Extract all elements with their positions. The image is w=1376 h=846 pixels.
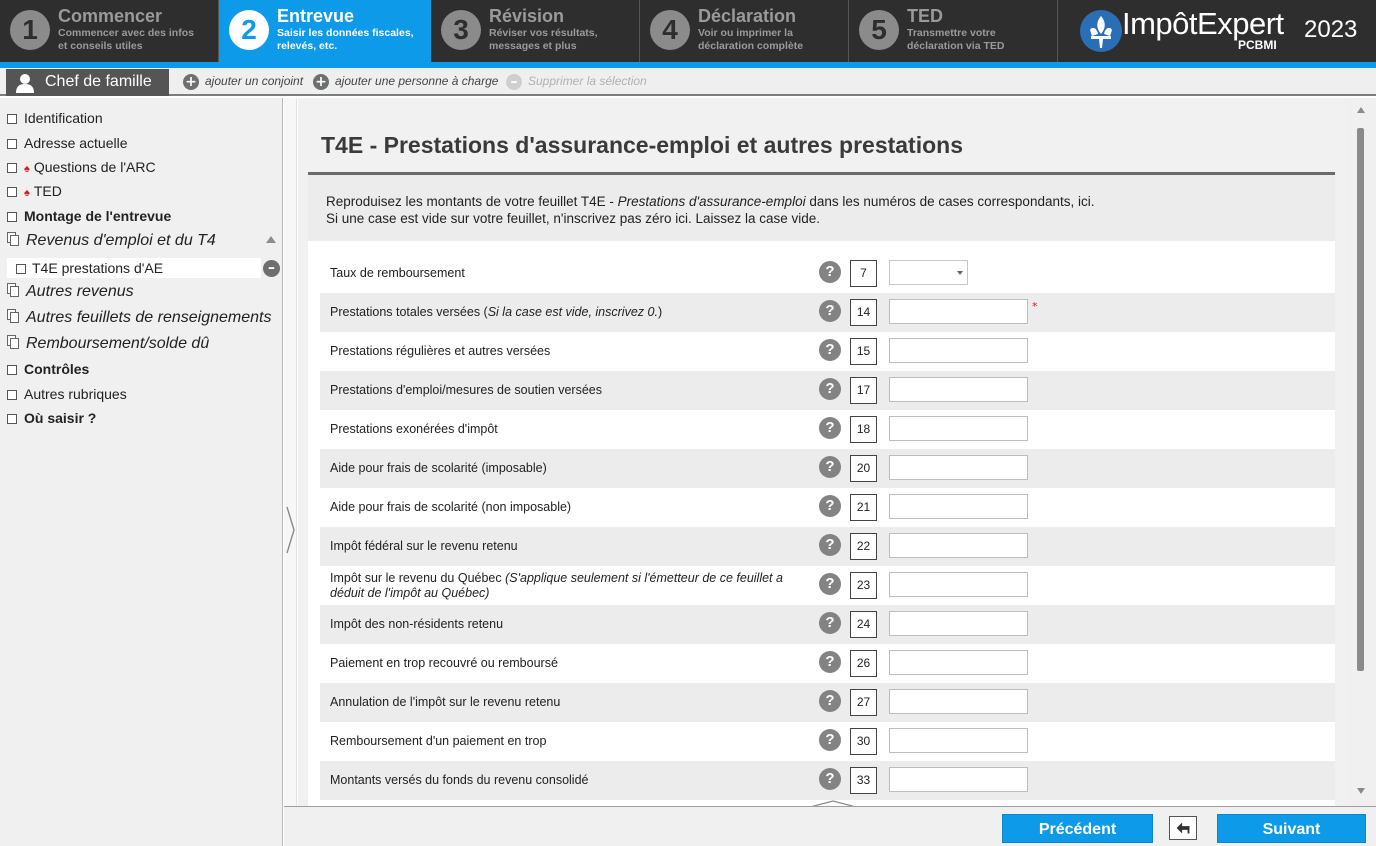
main-content — [298, 98, 1346, 806]
field-label: Paiement en trop recouvré ou remboursé — [330, 656, 558, 670]
sidebar-section-remboursement[interactable] — [7, 335, 209, 353]
tab-label: Chef de famille — [45, 73, 152, 90]
checkbox[interactable] — [7, 114, 17, 124]
field-label: Impôt des non-résidents retenu — [330, 617, 504, 631]
step-number: 1 — [10, 10, 50, 50]
box-number: 30 — [850, 728, 877, 755]
step-subtitle: Transmettre votre déclaration via TED — [907, 27, 1005, 52]
field-label: Montants versés du fonds du revenu consolidé — [330, 773, 589, 787]
maple-leaf-icon: ♠ — [24, 163, 30, 175]
help-icon[interactable]: ? — [819, 495, 841, 517]
amount-input-box-30[interactable] — [889, 728, 1028, 753]
section-pages-icon — [7, 309, 21, 324]
amount-input-box-18[interactable] — [889, 416, 1028, 441]
step-entrevue[interactable] — [219, 0, 431, 62]
amount-input-box-33[interactable] — [889, 767, 1028, 792]
form-card — [308, 172, 1335, 806]
add-spouse-link[interactable]: ajouter un conjoint — [205, 74, 304, 88]
required-marker: * — [1032, 300, 1038, 313]
delete-selection-icon: – — [506, 74, 522, 90]
sidebar-collapse-handle[interactable] — [284, 98, 297, 808]
field-label: Remboursement d'un paiement en trop — [330, 734, 547, 748]
help-icon[interactable]: ? — [819, 690, 841, 712]
amount-input-box-22[interactable] — [889, 533, 1028, 558]
box-number: 33 — [850, 767, 877, 794]
amount-input-box-17[interactable] — [889, 377, 1028, 402]
sidebar-item-ted[interactable] — [7, 183, 62, 199]
checkbox[interactable] — [16, 264, 26, 274]
field-label: Impôt sur le revenu du Québec (S'applique seulement si l'émetteur de ce feuillet a déduit de l'impôt au Québec) — [330, 571, 783, 600]
step-subtitle: Commencer avec des infos et conseils utiles — [58, 27, 194, 52]
step-title: Révision — [489, 6, 565, 26]
step-subtitle: Voir ou imprimer la déclaration complète — [698, 27, 804, 52]
delete-selection-link: Supprimer la sélection — [528, 74, 647, 88]
undo-button[interactable] — [1169, 816, 1197, 840]
form-row-box-21 — [320, 488, 1335, 527]
step-number: 5 — [859, 10, 899, 50]
sidebar-item-identification[interactable] — [7, 110, 103, 126]
sidebar-item-montage[interactable] — [7, 208, 171, 224]
scroll-up-icon[interactable] — [1357, 107, 1365, 113]
form-row-box-27 — [320, 683, 1335, 722]
form-row-box-22 — [320, 527, 1335, 566]
field-label: Aide pour frais de scolarité (imposable) — [330, 461, 547, 475]
amount-input-box-24[interactable] — [889, 611, 1028, 636]
help-icon[interactable]: ? — [819, 534, 841, 556]
sidebar-item-label: TED — [33, 183, 62, 199]
sidebar-item-ou-saisir[interactable] — [7, 410, 96, 426]
page-title: T4E - Prestations d'assurance-emploi et autres prestations — [321, 132, 964, 158]
scroll-down-icon[interactable] — [1357, 788, 1365, 794]
person-icon — [14, 72, 36, 94]
step-commencer[interactable] — [0, 0, 219, 62]
checkbox[interactable] — [7, 390, 17, 400]
chevron-right-icon[interactable] — [284, 505, 297, 555]
footer-bar — [284, 806, 1376, 846]
instructions-line-2: Si une case est vide sur votre feuillet, n'inscrivez pas zéro ici. Laissez la case vide. — [326, 211, 821, 226]
amount-input-box-27[interactable] — [889, 689, 1028, 714]
add-spouse-icon[interactable]: + — [183, 74, 199, 90]
sidebar-item-label: Questions de l'ARC — [33, 159, 156, 175]
sidebar-section-label: Autres feuillets de renseignements — [26, 309, 272, 326]
brand-logo — [1058, 0, 1376, 62]
sidebar-item-t4e[interactable] — [7, 258, 261, 278]
form-row-box-15 — [320, 332, 1335, 371]
checkbox[interactable] — [7, 187, 17, 197]
checkbox[interactable] — [7, 212, 17, 222]
box-number: 15 — [850, 338, 877, 365]
add-dependent-link[interactable]: ajouter une personne à charge — [335, 74, 499, 88]
box-number: 26 — [850, 650, 877, 677]
form-row-box-23 — [320, 566, 1335, 605]
checkbox[interactable] — [7, 414, 17, 424]
vertical-scrollbar[interactable] — [1346, 98, 1376, 806]
tab-chef-de-famille[interactable] — [6, 69, 169, 96]
fleur-de-lis-logo-icon — [1078, 8, 1124, 54]
help-icon[interactable]: ? — [819, 261, 841, 283]
amount-input-box-23[interactable] — [889, 572, 1028, 597]
sidebar-section-label: Revenus d'emploi et du T4 — [26, 232, 216, 249]
help-icon[interactable]: ? — [819, 612, 841, 634]
scrollbar-thumb[interactable] — [1357, 128, 1364, 671]
instructions-line-1: Reproduisez les montants de votre feuillet T4E - Prestations d'assurance-emploi dans les numéros de cases correspondants, ici. — [326, 194, 1095, 209]
sidebar-item-label: Adresse actuelle — [24, 135, 128, 151]
step-subtitle: Réviser vos résultats, messages et plus — [489, 27, 598, 52]
help-icon[interactable]: ? — [819, 300, 841, 322]
field-label: Aide pour frais de scolarité (non imposable) — [330, 500, 572, 514]
taux-remboursement-select[interactable] — [889, 260, 968, 285]
section-pages-icon — [7, 283, 21, 298]
person-bar — [0, 68, 1376, 96]
sidebar-item-label: T4E prestations d'AE — [32, 260, 164, 276]
box-number: 23 — [850, 572, 877, 599]
form-row-box-24 — [320, 605, 1335, 644]
sidebar-item-label: Autres rubriques — [24, 386, 127, 402]
form-row-box-18 — [320, 410, 1335, 449]
sidebar-section-label: Autres revenus — [26, 283, 134, 300]
box-number: 24 — [850, 611, 877, 638]
box-number: 18 — [850, 416, 877, 443]
maple-leaf-icon: ♠ — [24, 187, 30, 199]
sidebar-section-revenus-emploi[interactable] — [7, 232, 216, 250]
sidebar-item-questions-arc[interactable] — [7, 159, 156, 175]
help-icon[interactable]: ? — [819, 456, 841, 478]
undo-arrow-icon — [1170, 817, 1196, 839]
chevron-down-icon — [957, 271, 963, 275]
amount-input-box-15[interactable] — [889, 338, 1028, 363]
field-label: Prestations régulières et autres versées — [330, 344, 551, 358]
sidebar-nav — [0, 98, 283, 846]
step-ted[interactable] — [849, 0, 1058, 62]
step-title: Entrevue — [277, 6, 355, 26]
section-pages-icon — [7, 232, 21, 247]
field-label: Annulation de l'impôt sur le revenu retenu — [330, 695, 561, 709]
brand-subtitle: PCBMI — [1238, 38, 1277, 52]
form-row-box-33 — [320, 761, 1335, 800]
field-label: Impôt fédéral sur le revenu retenu — [330, 539, 518, 553]
field-label: Prestations exonérées d'impôt — [330, 422, 498, 436]
help-icon[interactable]: ? — [819, 417, 841, 439]
brand-name: ImpôtExpert — [1122, 6, 1284, 41]
help-icon[interactable]: ? — [819, 651, 841, 673]
sidebar-item-label: Contrôles — [24, 361, 90, 377]
brand-year: 2023 — [1304, 16, 1358, 43]
box-number: 21 — [850, 494, 877, 521]
step-revision[interactable] — [431, 0, 640, 62]
field-label: Prestations totales versées (Si la case est vide, inscrivez 0.) — [330, 305, 663, 319]
sidebar-item-label: Montage de l'entrevue — [24, 208, 172, 224]
step-declaration[interactable] — [640, 0, 849, 62]
amount-input-box-26[interactable] — [889, 650, 1028, 675]
sidebar-item-controles[interactable] — [7, 361, 89, 377]
box-number: 20 — [850, 455, 877, 482]
sidebar-section-autres-revenus[interactable] — [7, 283, 134, 301]
sidebar-item-label: Identification — [24, 110, 103, 126]
checkbox[interactable] — [7, 163, 17, 173]
box-number: 17 — [850, 377, 877, 404]
step-number: 4 — [650, 10, 690, 50]
box-number: 27 — [850, 689, 877, 716]
sidebar-item-label: Où saisir ? — [24, 410, 97, 426]
section-pages-icon — [7, 335, 21, 350]
step-number: 2 — [229, 10, 269, 50]
previous-button[interactable]: Précédent — [1002, 814, 1153, 843]
form-row-box-30 — [320, 722, 1335, 761]
steps-bar — [0, 0, 1376, 62]
sidebar-section-label: Remboursement/solde dû — [26, 335, 210, 352]
help-icon[interactable]: ? — [819, 768, 841, 790]
amount-input-box-14[interactable] — [889, 299, 1028, 324]
amount-input-box-21[interactable] — [889, 494, 1028, 519]
box-number: 22 — [850, 533, 877, 560]
instructions-box — [308, 172, 1335, 241]
amount-input-box-20[interactable] — [889, 455, 1028, 480]
form-row-box-14 — [320, 293, 1335, 332]
step-title: TED — [907, 6, 943, 26]
add-dependent-icon[interactable]: + — [313, 74, 329, 90]
sidebar-item-adresse[interactable] — [7, 135, 128, 151]
help-icon[interactable]: ? — [819, 573, 841, 595]
form-row-box-17 — [320, 371, 1335, 410]
help-icon[interactable]: ? — [819, 339, 841, 361]
step-title: Déclaration — [698, 6, 797, 26]
collapse-up-icon[interactable] — [266, 236, 276, 243]
form-row-box-26 — [320, 644, 1335, 683]
sidebar-section-autres-feuillets[interactable] — [7, 309, 271, 327]
form-row-box-7 — [320, 254, 1335, 293]
step-title: Commencer — [58, 6, 163, 26]
field-label: Prestations d'emploi/mesures de soutien versées — [330, 383, 602, 397]
next-button[interactable]: Suivant — [1217, 814, 1366, 843]
checkbox[interactable] — [7, 139, 17, 149]
help-icon[interactable]: ? — [819, 378, 841, 400]
step-number: 3 — [441, 10, 481, 50]
box-number: 7 — [850, 260, 877, 287]
form-row-box-20 — [320, 449, 1335, 488]
field-label: Taux de remboursement — [330, 266, 465, 280]
sidebar-item-autres-rubriques[interactable] — [7, 386, 127, 402]
help-icon[interactable]: ? — [819, 729, 841, 751]
box-number: 14 — [850, 299, 877, 326]
checkbox[interactable] — [7, 365, 17, 375]
remove-slip-icon[interactable]: – — [263, 260, 280, 277]
step-subtitle: Saisir les données fiscales, relevés, etc. — [277, 27, 414, 52]
